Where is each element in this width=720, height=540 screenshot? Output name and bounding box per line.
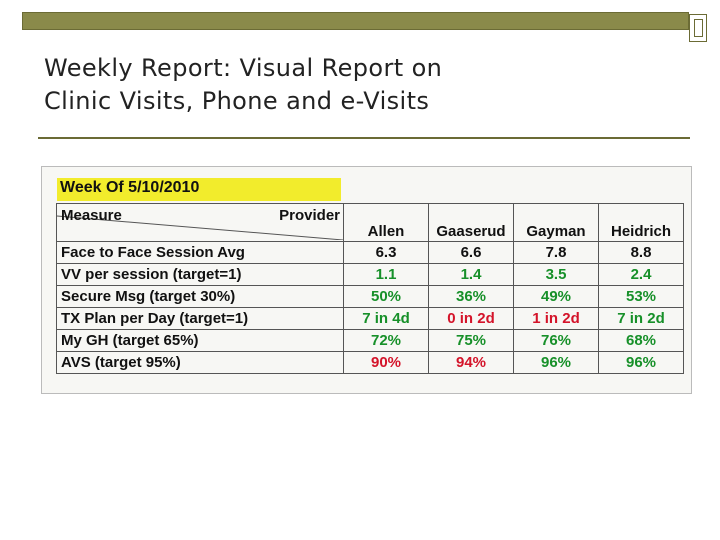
measure-label: TX Plan per Day (target=1): [57, 308, 344, 330]
measure-label: Secure Msg (target 30%): [57, 286, 344, 308]
table-row: [57, 286, 684, 308]
value-cell: 96%: [599, 352, 684, 374]
value-cell: 7 in 2d: [599, 308, 684, 330]
measure-label: AVS (target 95%): [57, 352, 344, 374]
value-cell: 2.4: [599, 264, 684, 286]
report-table: [56, 203, 684, 374]
value-cell: 72%: [344, 330, 429, 352]
measure-label: VV per session (target=1): [57, 264, 344, 286]
table-row: [57, 264, 684, 286]
value-cell: 75%: [429, 330, 514, 352]
value-cell: 7 in 4d: [344, 308, 429, 330]
provider-gaaserud: Gaaserud: [429, 204, 514, 242]
value-cell: 94%: [429, 352, 514, 374]
slide-top-bar: [22, 12, 689, 30]
slide-title-line-2: Clinic Visits, Phone and e-Visits: [44, 87, 430, 115]
value-cell: 8.8: [599, 242, 684, 264]
title-divider: [38, 137, 690, 139]
provider-gayman: Gayman: [514, 204, 599, 242]
table-row: [57, 308, 684, 330]
slide-title-line-1: Weekly Report: Visual Report on: [44, 54, 443, 82]
value-cell: 36%: [429, 286, 514, 308]
value-cell: 1.1: [344, 264, 429, 286]
table-header-row: [57, 204, 684, 242]
week-label: Week Of 5/10/2010: [60, 179, 200, 196]
measure-provider-header: [57, 204, 344, 242]
value-cell: 49%: [514, 286, 599, 308]
value-cell: 3.5: [514, 264, 599, 286]
table-row: [57, 352, 684, 374]
provider-header: Provider: [279, 207, 340, 224]
slide-corner-ornament: [689, 14, 707, 42]
value-cell: 96%: [514, 352, 599, 374]
report-image: [41, 166, 692, 394]
value-cell: 1.4: [429, 264, 514, 286]
provider-heidrich: Heidrich: [599, 204, 684, 242]
table-row: [57, 242, 684, 264]
value-cell: 76%: [514, 330, 599, 352]
measure-label: Face to Face Session Avg: [57, 242, 344, 264]
value-cell: 6.6: [429, 242, 514, 264]
slide-title: [44, 52, 664, 118]
measure-label: My GH (target 65%): [57, 330, 344, 352]
value-cell: 53%: [599, 286, 684, 308]
value-cell: 6.3: [344, 242, 429, 264]
value-cell: 68%: [599, 330, 684, 352]
value-cell: 1 in 2d: [514, 308, 599, 330]
provider-allen: Allen: [344, 204, 429, 242]
value-cell: 0 in 2d: [429, 308, 514, 330]
table-row: [57, 330, 684, 352]
value-cell: 7.8: [514, 242, 599, 264]
measure-header: Measure: [61, 207, 122, 224]
value-cell: 50%: [344, 286, 429, 308]
value-cell: 90%: [344, 352, 429, 374]
